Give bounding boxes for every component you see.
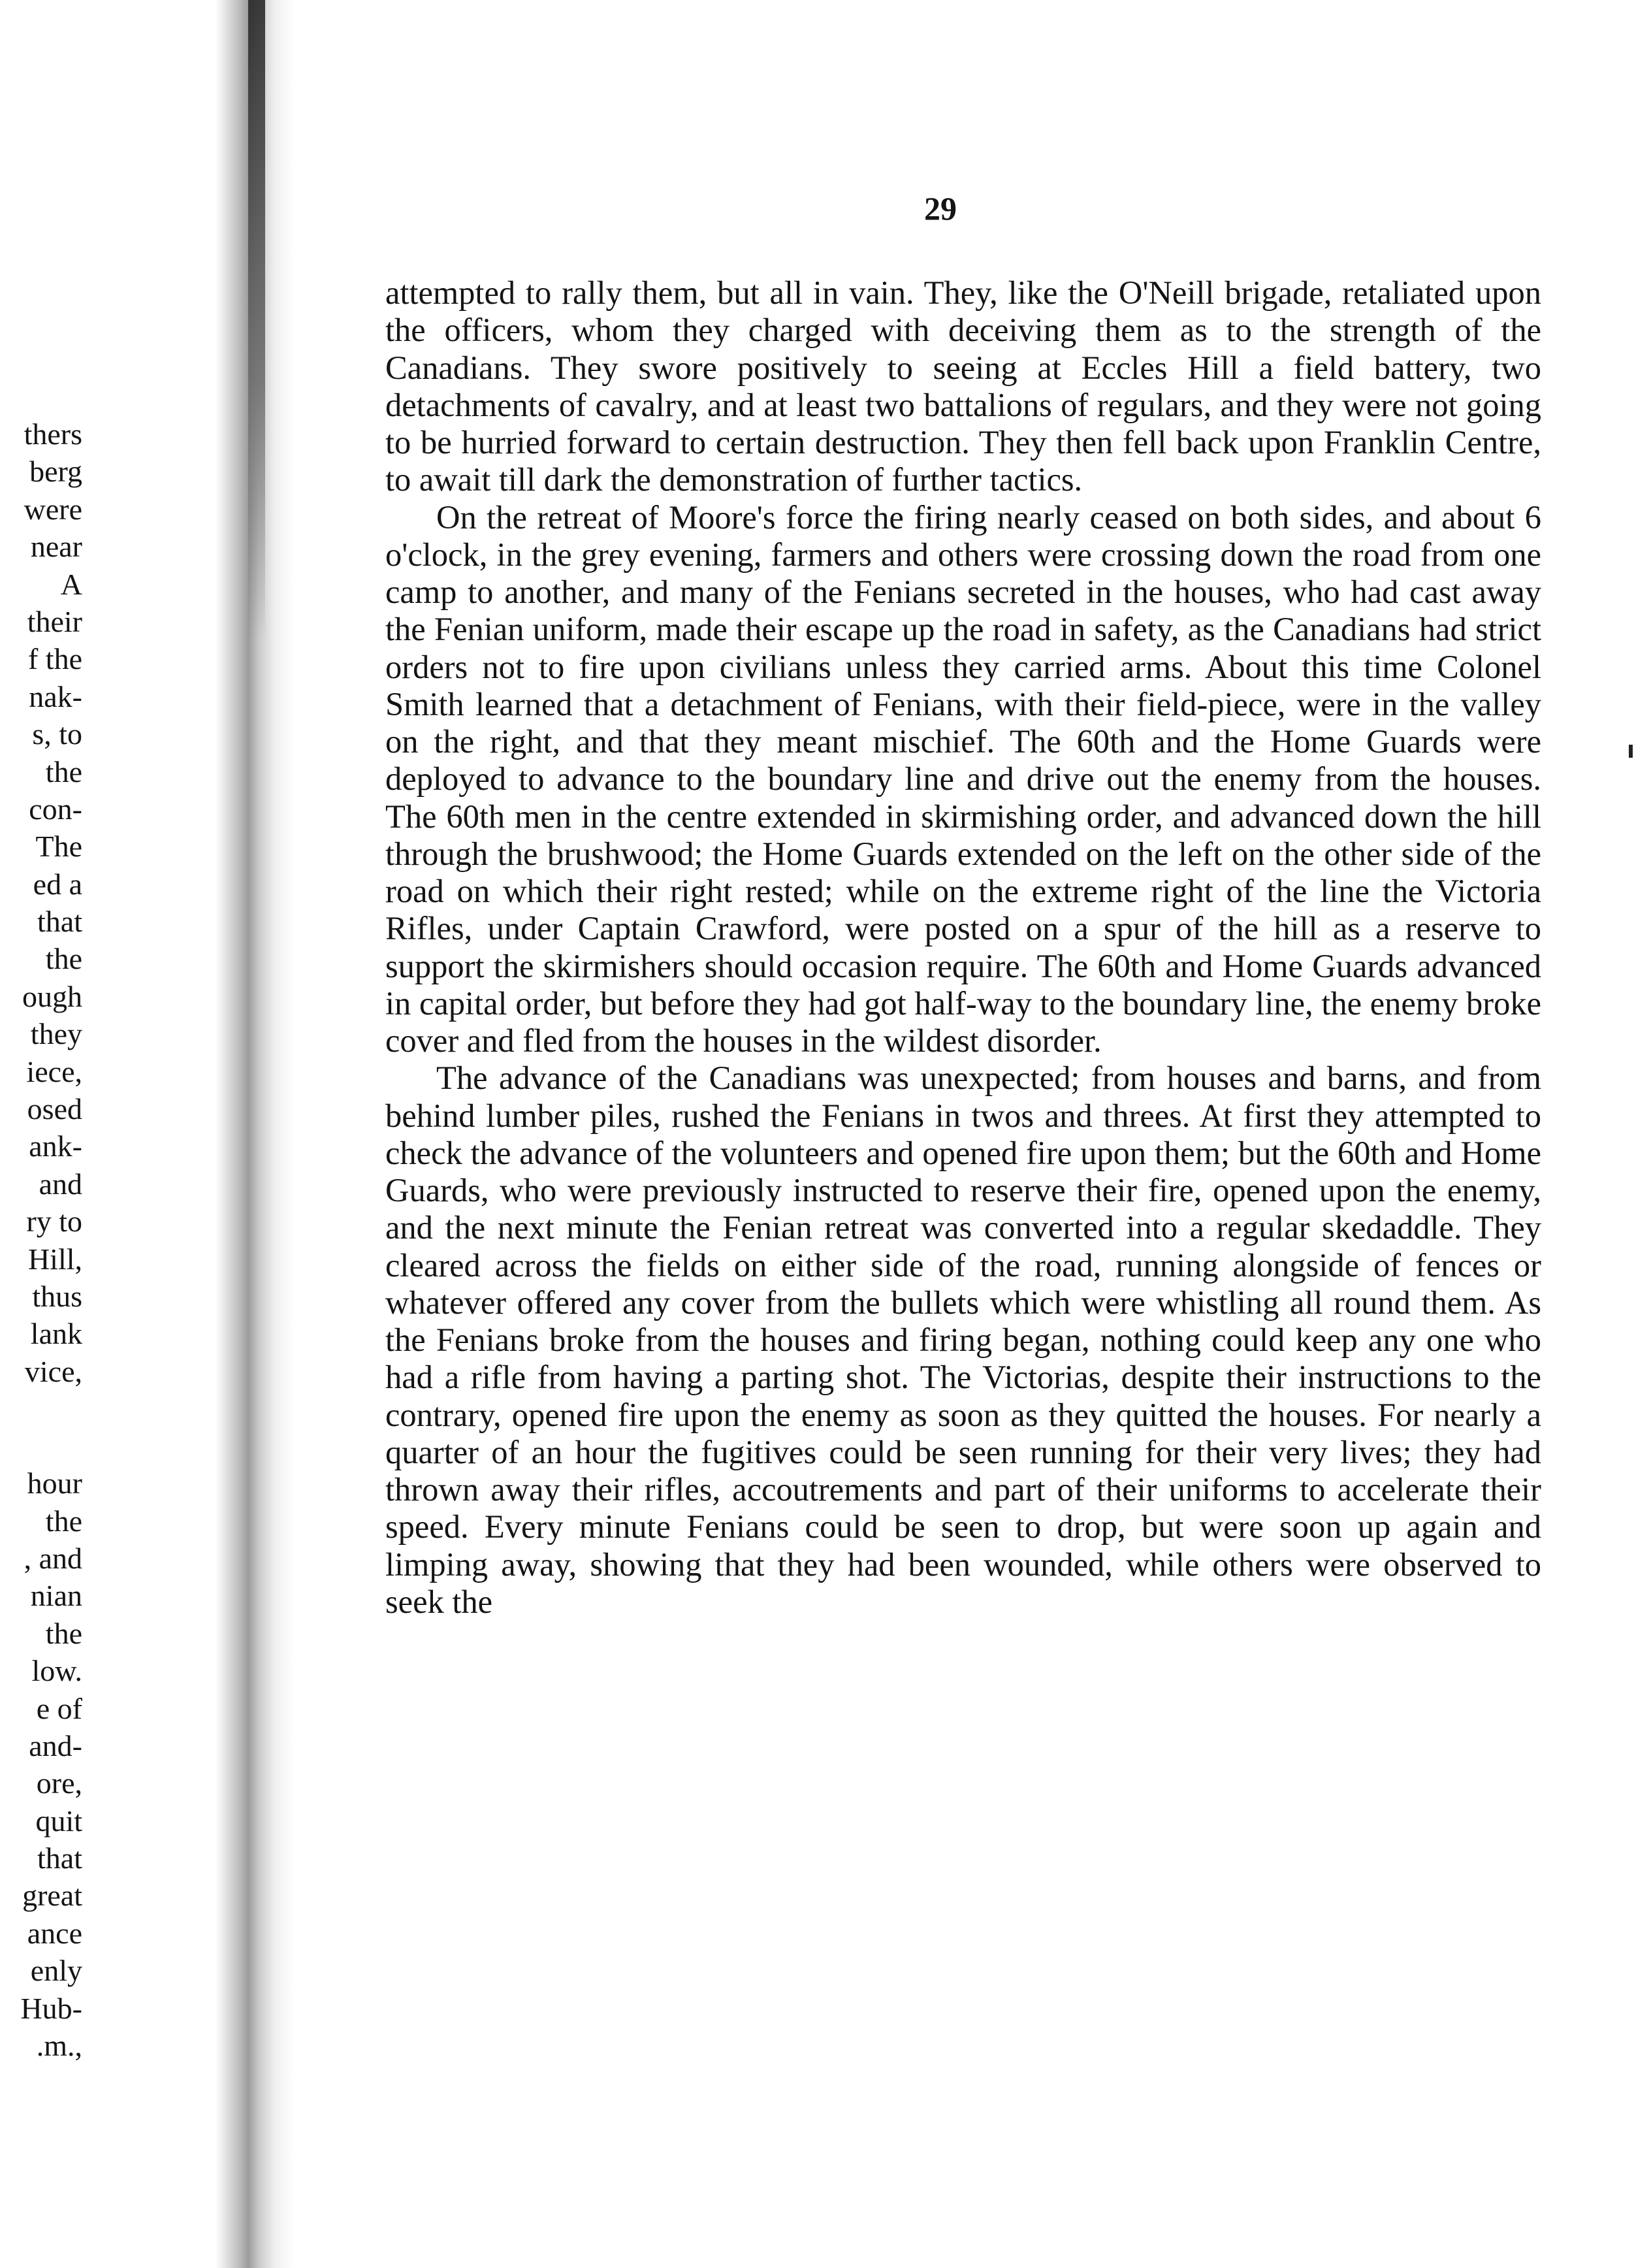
fragment-line: that [37,1841,82,1875]
fragment-line: nian [30,1579,82,1613]
book-page [294,0,1651,2268]
page-number: 29 [924,190,957,227]
fragment-line: thus [32,1279,82,1313]
fragment-line: were [24,492,82,526]
fragment-line: ry to [26,1205,82,1239]
fragment-line: great [22,1879,82,1913]
fragment-line: ore, [36,1766,82,1800]
fragment-line: the [45,942,82,976]
fragment-line: The [35,830,82,864]
fragment-line: hour [27,1466,82,1500]
page-edge-mark [1629,745,1633,758]
page-body-text [385,274,1541,1621]
fragment-line: Hub- [20,1991,82,2025]
fragment-line: lank [30,1317,82,1351]
paragraph-3: The advance of the Canadians was unexpected; from houses and barns, and from behind lumber piles, rushed the Fenians in twos and threes. At first they attempted to check the advance of the volunteers and opened fire upon them; but the 60th and Home Guards, who were previously instructed to reserve their fire, opened upon the enemy, and the next minute the Fenian retreat was converted into a regular skedaddle. They cleared across the fields on either side of the road, running alongside of fences or whatever offered any cover from the bullets which were whistling all round them. As the Fenians broke from the houses and firing began, nothing could keep any one who had a rifle from having a parting shot. The Victorias, despite their instructions to the contrary, opened fire upon the enemy as soon as they quitted the houses. For nearly a quarter of an hour the fugitives could be seen running for their very lives; they had thrown away their rifles, accoutrements and part of their uniforms to accelerate their speed. Every minute Fenians could be seen to drop, but were soon up again and limping away, showing that they had been wounded, while others were observed to seek the [385,1060,1541,1620]
fragment-line: con- [29,792,82,826]
fragment-line: near [30,530,82,564]
fragment-line: the [45,754,82,788]
fragment-line: ough [22,979,82,1013]
facing-page-text-fragments [0,415,82,2064]
fragment-line: s, to [32,717,82,751]
fragment-line: iece, [26,1054,82,1088]
fragment-line: low. [31,1654,82,1688]
fragment-line: berg [29,455,82,489]
fragment-line: they [30,1017,82,1051]
fragment-line: the [45,1616,82,1650]
fragment-line: ance [27,1916,82,1950]
fragment-line: f the [27,642,82,676]
fragment-line: and- [29,1728,82,1762]
fragment-line: ank- [29,1129,82,1163]
fragment-line: and [39,1167,82,1201]
fragment-line: Hill, [27,1242,82,1276]
fragment-line: their [27,604,82,638]
binding-edge [248,0,265,640]
fragment-line: osed [27,1092,82,1126]
facing-page [0,0,196,2268]
fragment-gap [0,1390,82,1465]
fragment-line: quit [35,1804,82,1838]
fragment-line: enly [30,1954,82,1988]
fragment-line: thers [24,417,82,451]
fragment-line: e of [36,1691,82,1725]
fragment-line: A [60,567,82,601]
fragment-line: nak- [29,679,82,713]
fragment-line: the [45,1504,82,1538]
fragment-line: .m., [36,2029,82,2063]
fragment-line: , and [24,1541,82,1575]
fragment-line: ed a [33,867,82,901]
fragment-line: vice, [24,1354,82,1388]
fragment-line: that [37,905,82,939]
paragraph-1: attempted to rally them, but all in vain. They, like the O'Neill brigade, retaliated upon the officers, whom they charged with deceiving them as to the strength of the Canadians. They swore positively to seeing at Eccles Hill a field battery, two detachments of cavalry, and at least two battalions of regulars, and they were not going to be hurried forward to certain destruction. They then fell back upon Franklin Centre, to await till dark the demonstration of further tactics. [385,274,1541,498]
paragraph-2: On the retreat of Moore's force the firing nearly ceased on both sides, and about 6 o'clock, in the grey evening, farmers and others were crossing down the road from one camp to another, and many of the Fenians secreted in the houses, who had cast away the Fenian uniform, made their escape up the road in safety, as the Canadians had strict orders not to fire upon civilians unless they carried arms. About this time Colonel Smith learned that a detachment of Fenians, with their field-piece, were in the valley on the right, and that they meant mischief. The 60th and the Home Guards were deployed to advance to the boundary line and drive out the enemy from the houses. The 60th men in the centre extended in skirmishing order, and advanced down the hill through the brushwood; the Home Guards extended on the left on the other side of the road on which their right rested; while on the extreme right of the line the Victoria Rifles, under Captain Crawford, were posted on a spur of the hill as a reserve to support the skirmishers should occasion require. The 60th and Home Guards advanced in capital order, but before they had got half-way to the boundary line, the enemy broke cover and fled from the houses in the wildest disorder. [385,498,1541,1059]
